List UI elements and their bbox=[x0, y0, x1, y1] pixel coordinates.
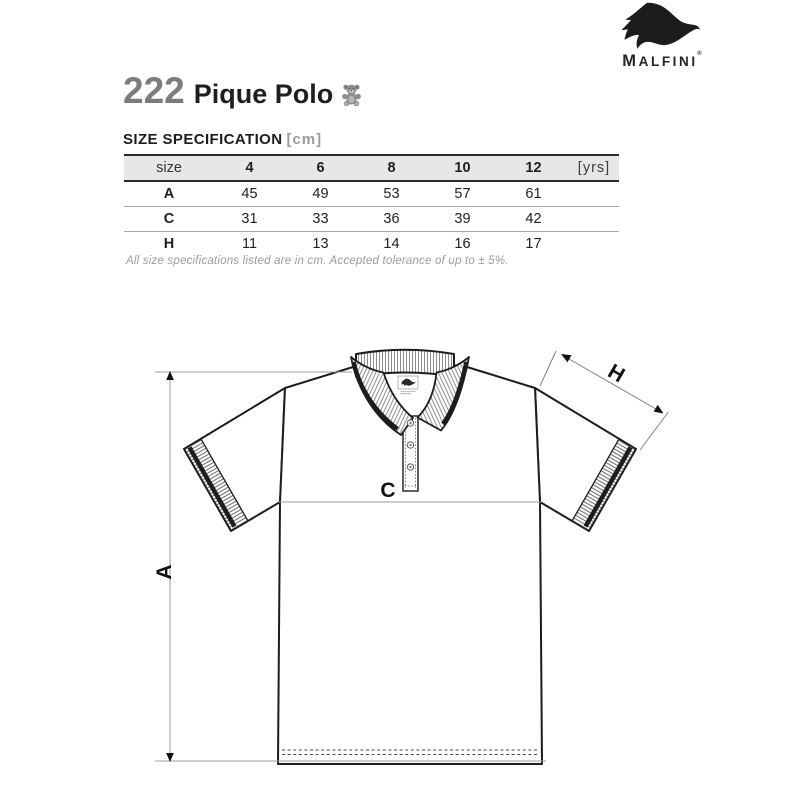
label-h: H bbox=[603, 359, 629, 388]
row-label: H bbox=[163, 236, 175, 252]
section-unit: [cm] bbox=[286, 131, 323, 148]
cell: 53 bbox=[383, 186, 400, 202]
cell: 61 bbox=[525, 186, 542, 202]
cell: 45 bbox=[241, 186, 258, 202]
cell: 11 bbox=[241, 236, 258, 252]
button bbox=[407, 420, 413, 426]
cell: 49 bbox=[312, 186, 329, 202]
header-cell-4: 4 bbox=[245, 160, 254, 176]
cell: 31 bbox=[241, 211, 258, 227]
button bbox=[407, 464, 413, 470]
cell: 16 bbox=[454, 236, 471, 252]
header-cell-6: 6 bbox=[316, 160, 325, 176]
cell: 36 bbox=[383, 211, 400, 227]
cell: 42 bbox=[525, 211, 542, 227]
row-label: C bbox=[163, 211, 175, 227]
brand-name-text: MALFINI bbox=[622, 52, 698, 70]
tolerance-footnote: All size specifications listed are in cm. Accepted tolerance of up to ± 5%. bbox=[126, 255, 509, 267]
section-title: SIZE SPECIFICATION bbox=[123, 131, 283, 148]
header-cell-size: size bbox=[156, 160, 182, 176]
registered-mark: ® bbox=[697, 51, 702, 57]
header-cell-10: 10 bbox=[454, 160, 471, 176]
cell: 17 bbox=[525, 236, 542, 252]
cell: 13 bbox=[312, 236, 329, 252]
header-cell-8: 8 bbox=[387, 160, 396, 176]
sleeve-left bbox=[184, 388, 285, 531]
arrow-upleft bbox=[561, 354, 572, 362]
cell: 33 bbox=[312, 211, 329, 227]
product-name: Pique Polo bbox=[193, 79, 334, 109]
product-code: 222 bbox=[123, 70, 185, 111]
cell: 57 bbox=[454, 186, 471, 202]
sleeve-right bbox=[535, 388, 636, 531]
row-label: A bbox=[163, 186, 175, 202]
button bbox=[407, 442, 413, 448]
arrow-downright bbox=[654, 405, 664, 414]
cell: 39 bbox=[454, 211, 471, 227]
label-c: C bbox=[380, 479, 396, 502]
header-cell-yrs: [yrs] bbox=[577, 160, 611, 176]
cell: 14 bbox=[383, 236, 400, 252]
label-a: A bbox=[153, 564, 176, 580]
header-cell-12: 12 bbox=[525, 160, 542, 176]
